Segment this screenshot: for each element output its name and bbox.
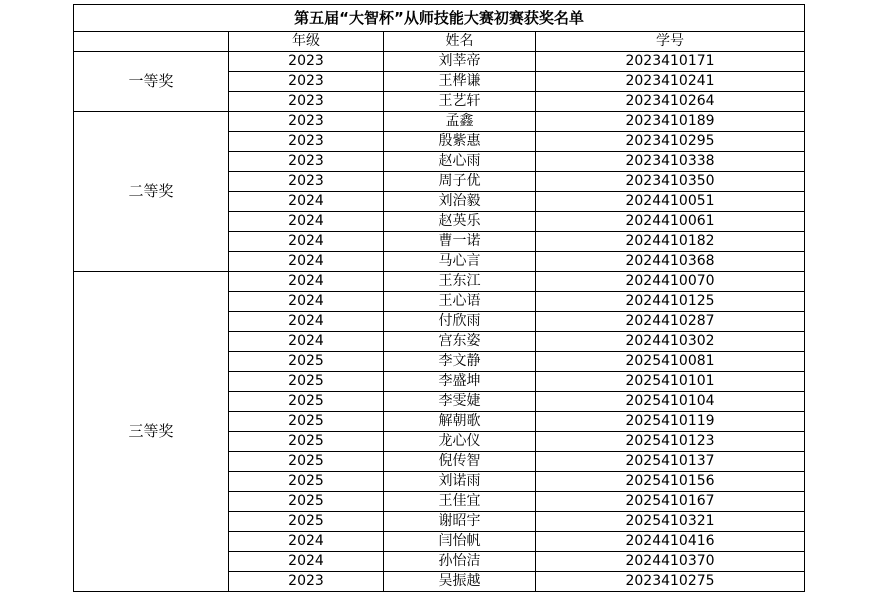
name-cell: 赵英乐 bbox=[384, 212, 536, 232]
grade-cell: 2025 bbox=[229, 372, 384, 392]
grade-cell: 2025 bbox=[229, 432, 384, 452]
grade-cell: 2023 bbox=[229, 112, 384, 132]
name-cell: 王桦谦 bbox=[384, 72, 536, 92]
name-cell: 李雯婕 bbox=[384, 392, 536, 412]
student-id-cell: 2023410295 bbox=[536, 132, 805, 152]
student-id-cell: 2024410370 bbox=[536, 552, 805, 572]
name-cell: 赵心雨 bbox=[384, 152, 536, 172]
grade-cell: 2025 bbox=[229, 392, 384, 412]
grade-cell: 2025 bbox=[229, 452, 384, 472]
name-cell: 王艺轩 bbox=[384, 92, 536, 112]
grade-cell: 2024 bbox=[229, 212, 384, 232]
table-row bbox=[74, 112, 805, 132]
grade-cell: 2024 bbox=[229, 252, 384, 272]
grade-cell: 2023 bbox=[229, 132, 384, 152]
student-id-cell: 2025410119 bbox=[536, 412, 805, 432]
student-id-cell: 2024410416 bbox=[536, 532, 805, 552]
name-cell: 谢昭宇 bbox=[384, 512, 536, 532]
student-id-cell: 2024410061 bbox=[536, 212, 805, 232]
grade-cell: 2025 bbox=[229, 512, 384, 532]
name-cell: 孙怡洁 bbox=[384, 552, 536, 572]
student-id-cell: 2023410338 bbox=[536, 152, 805, 172]
award-list-table bbox=[73, 4, 805, 592]
name-cell: 李文静 bbox=[384, 352, 536, 372]
name-cell: 李盛坤 bbox=[384, 372, 536, 392]
name-cell: 闫怡帆 bbox=[384, 532, 536, 552]
student-id-cell: 2024410302 bbox=[536, 332, 805, 352]
grade-cell: 2023 bbox=[229, 172, 384, 192]
name-cell: 倪传智 bbox=[384, 452, 536, 472]
student-id-cell: 2025410104 bbox=[536, 392, 805, 412]
grade-cell: 2023 bbox=[229, 72, 384, 92]
award-level-cell: 一等奖 bbox=[74, 52, 229, 112]
student-id-cell: 2025410101 bbox=[536, 372, 805, 392]
student-id-cell: 2024410287 bbox=[536, 312, 805, 332]
grade-cell: 2024 bbox=[229, 332, 384, 352]
name-cell: 孟鑫 bbox=[384, 112, 536, 132]
name-cell: 周子优 bbox=[384, 172, 536, 192]
student-id-cell: 2025410156 bbox=[536, 472, 805, 492]
name-cell: 曹一诺 bbox=[384, 232, 536, 252]
grade-cell: 2024 bbox=[229, 232, 384, 252]
name-cell: 殷紫惠 bbox=[384, 132, 536, 152]
name-cell: 刘治毅 bbox=[384, 192, 536, 212]
name-cell: 王东江 bbox=[384, 272, 536, 292]
student-id-cell: 2024410368 bbox=[536, 252, 805, 272]
student-id-cell: 2025410321 bbox=[536, 512, 805, 532]
student-id-cell: 2023410189 bbox=[536, 112, 805, 132]
student-id-cell: 2025410167 bbox=[536, 492, 805, 512]
header-row bbox=[74, 32, 805, 52]
student-id-cell: 2024410070 bbox=[536, 272, 805, 292]
student-id-cell: 2023410241 bbox=[536, 72, 805, 92]
name-cell: 刘诺雨 bbox=[384, 472, 536, 492]
grade-cell: 2023 bbox=[229, 92, 384, 112]
table-row bbox=[74, 272, 805, 292]
name-cell: 宫东姿 bbox=[384, 332, 536, 352]
grade-cell: 2024 bbox=[229, 532, 384, 552]
name-cell: 龙心仪 bbox=[384, 432, 536, 452]
name-cell: 解朝歌 bbox=[384, 412, 536, 432]
award-level-cell: 三等奖 bbox=[74, 272, 229, 592]
name-cell: 刘莘帝 bbox=[384, 52, 536, 72]
student-id-cell: 2023410350 bbox=[536, 172, 805, 192]
grade-cell: 2024 bbox=[229, 292, 384, 312]
title-row bbox=[74, 5, 805, 32]
grade-cell: 2025 bbox=[229, 352, 384, 372]
name-cell: 马心言 bbox=[384, 252, 536, 272]
grade-cell: 2023 bbox=[229, 152, 384, 172]
header-student-id: 学号 bbox=[536, 32, 805, 52]
student-id-cell: 2023410171 bbox=[536, 52, 805, 72]
header-name: 姓名 bbox=[384, 32, 536, 52]
student-id-cell: 2025410123 bbox=[536, 432, 805, 452]
name-cell: 王佳宜 bbox=[384, 492, 536, 512]
grade-cell: 2024 bbox=[229, 192, 384, 212]
grade-cell: 2024 bbox=[229, 272, 384, 292]
header-grade: 年级 bbox=[229, 32, 384, 52]
grade-cell: 2024 bbox=[229, 312, 384, 332]
grade-cell: 2023 bbox=[229, 52, 384, 72]
table-title: 第五届“大智杯”从师技能大赛初赛获奖名单 bbox=[74, 5, 805, 32]
student-id-cell: 2024410182 bbox=[536, 232, 805, 252]
student-id-cell: 2024410125 bbox=[536, 292, 805, 312]
table-row bbox=[74, 52, 805, 72]
name-cell: 吴振越 bbox=[384, 572, 536, 592]
award-level-cell: 二等奖 bbox=[74, 112, 229, 272]
header-award bbox=[74, 32, 229, 52]
grade-cell: 2025 bbox=[229, 492, 384, 512]
student-id-cell: 2024410051 bbox=[536, 192, 805, 212]
grade-cell: 2023 bbox=[229, 572, 384, 592]
student-id-cell: 2023410275 bbox=[536, 572, 805, 592]
grade-cell: 2025 bbox=[229, 472, 384, 492]
name-cell: 王心语 bbox=[384, 292, 536, 312]
student-id-cell: 2025410081 bbox=[536, 352, 805, 372]
grade-cell: 2025 bbox=[229, 412, 384, 432]
student-id-cell: 2023410264 bbox=[536, 92, 805, 112]
student-id-cell: 2025410137 bbox=[536, 452, 805, 472]
grade-cell: 2024 bbox=[229, 552, 384, 572]
name-cell: 付欣雨 bbox=[384, 312, 536, 332]
